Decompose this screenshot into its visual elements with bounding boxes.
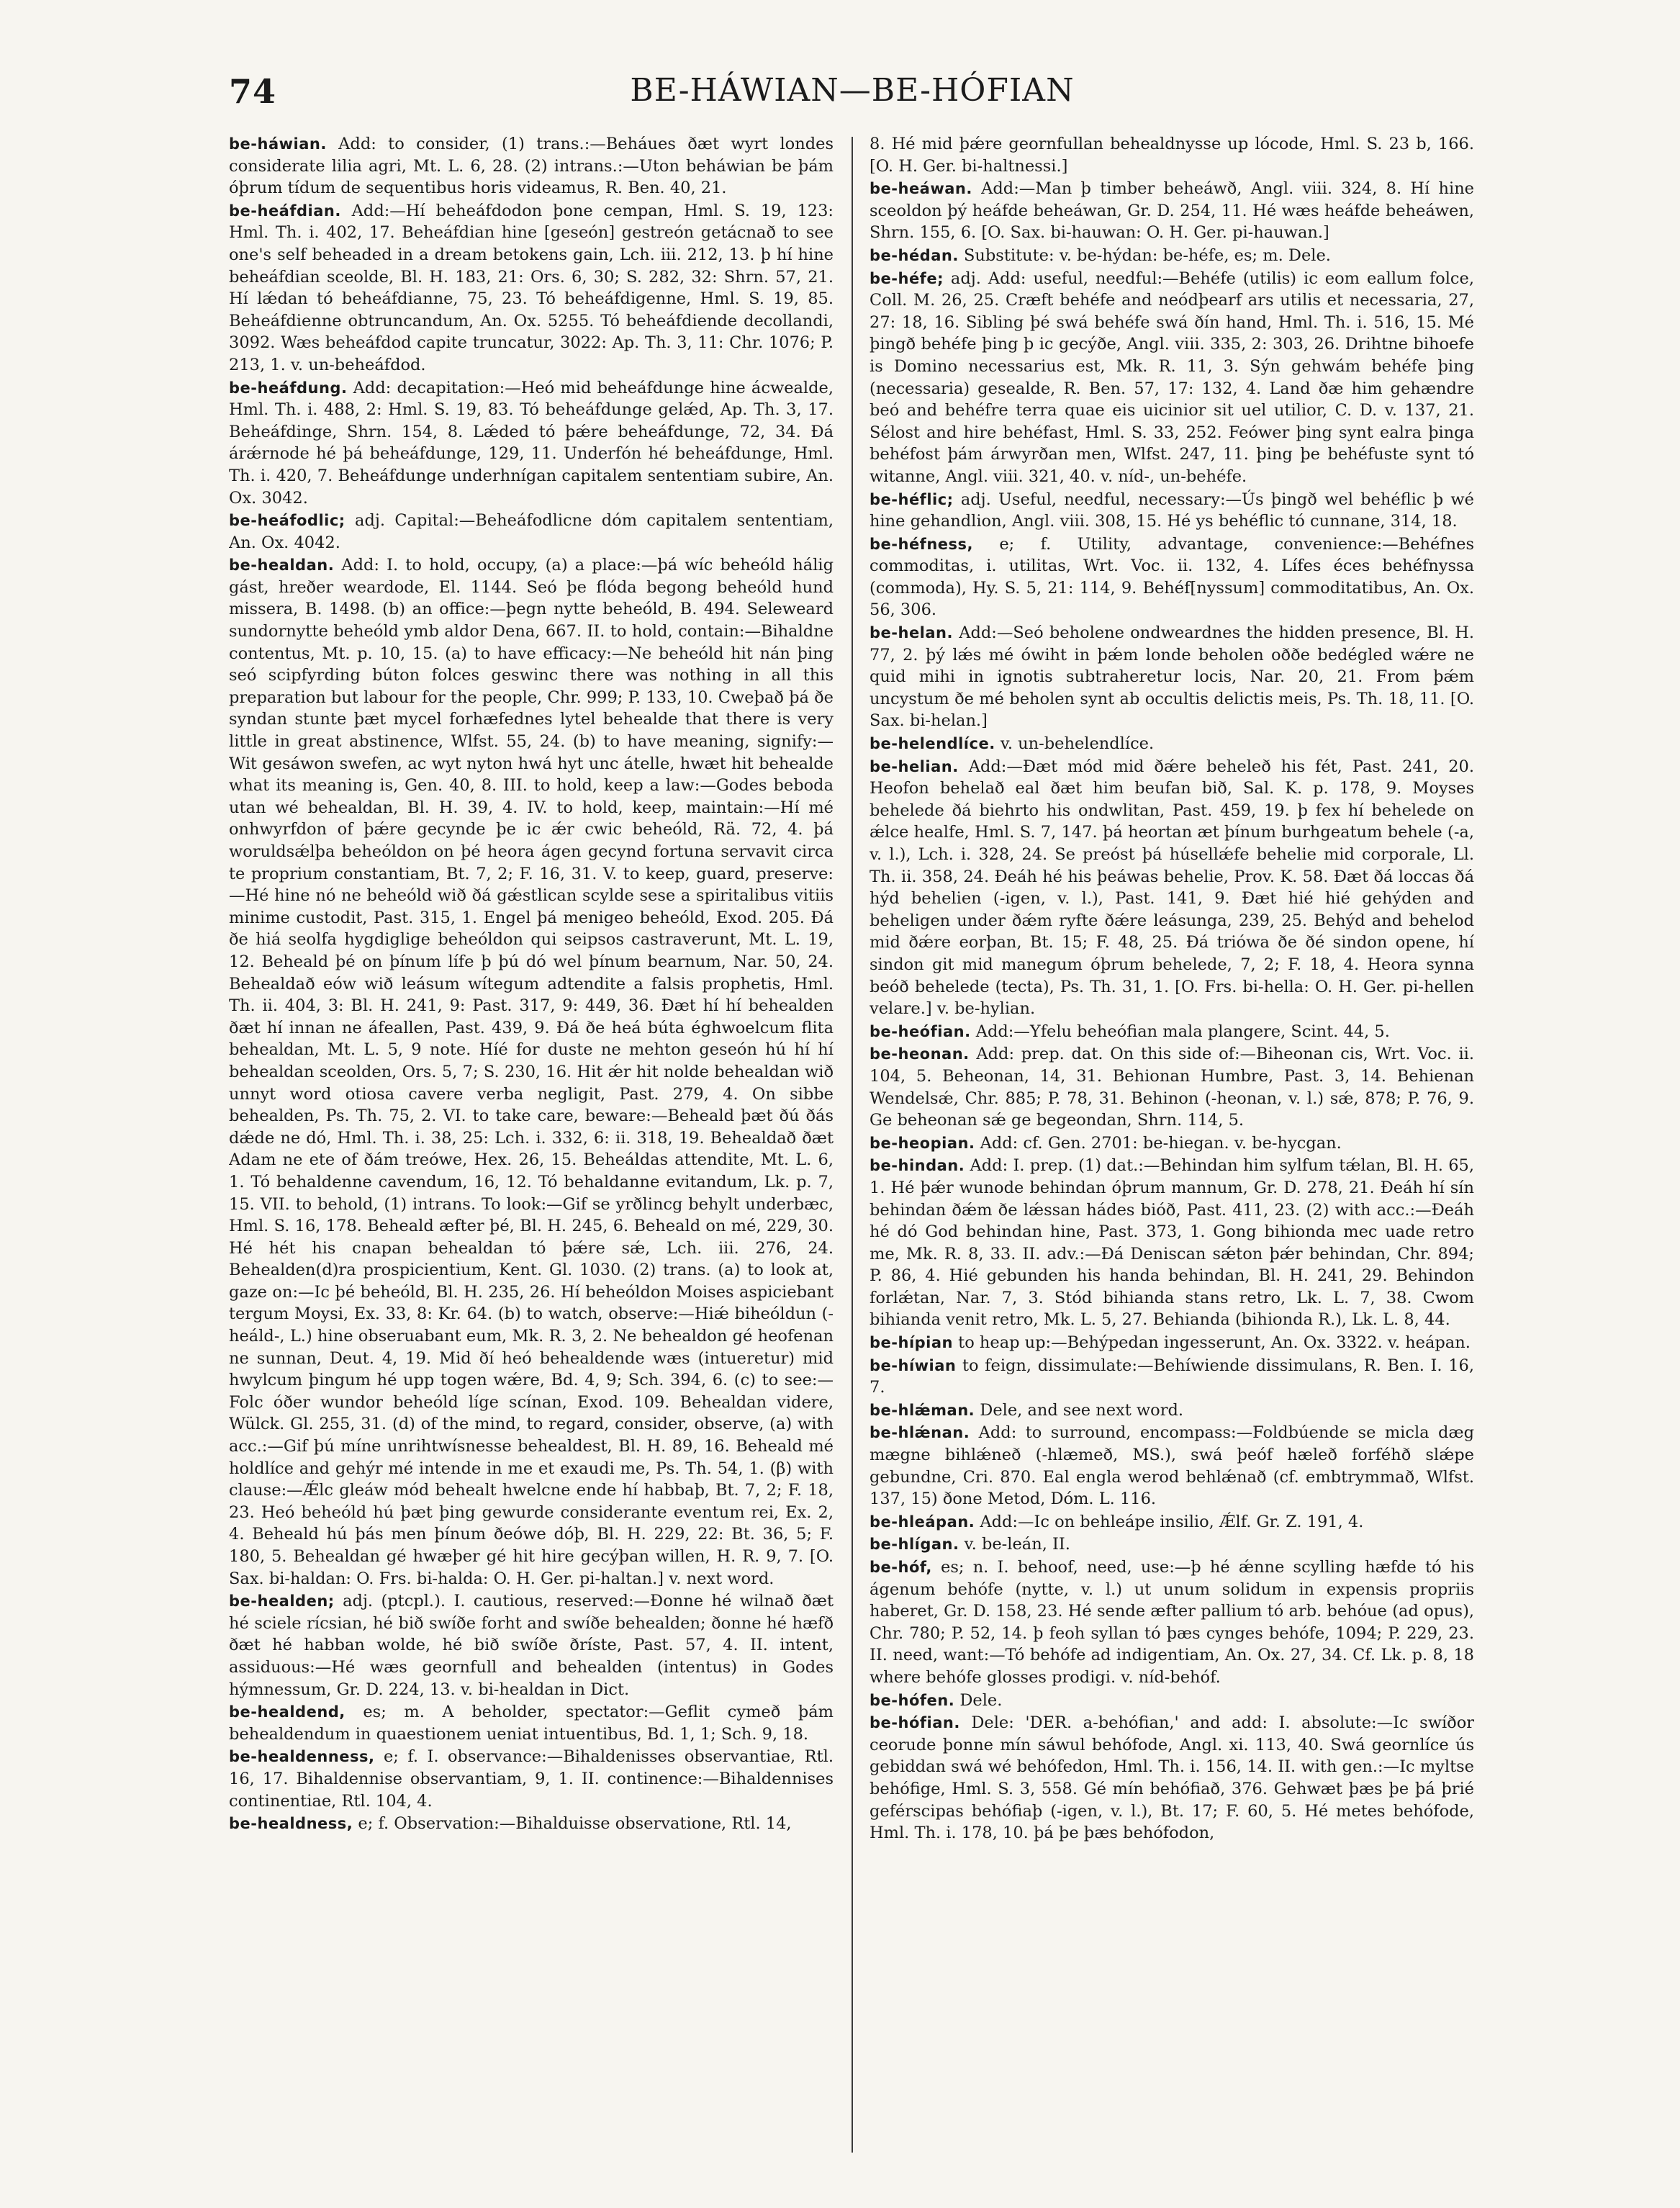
entry-headword: be-helian. bbox=[870, 757, 959, 775]
entry-text: Dele: 'DER. a-behófian,' and add: I. absolute:—Ic swíðor ceorude þonne mín sáwul behófode, Angl. xi. 113, 40. Swá geornlíce ús gebiddan swá wé behófedon, Hml. Th. i. 156, 14. II. with gen.:—Ic myltse behófige, Hml. S. 3, 558. Gé mín behófiað, 376. Gehwæt þæs þe þá þrié geférscipas behófiaþ (-igen, v. l.), Bt. 17; F. 60, 5. Hé metes behófode, Hml. Th. i. 178, 10. þá þe þæs behófodon, bbox=[870, 1713, 1474, 1843]
dictionary-entry bbox=[870, 1400, 1474, 1422]
dictionary-entry bbox=[870, 1690, 1474, 1712]
page-number: 74 bbox=[229, 72, 277, 111]
entry-headword: be-healdenness, bbox=[229, 1748, 375, 1766]
dictionary-entry bbox=[870, 533, 1474, 621]
dictionary-entry bbox=[870, 1021, 1474, 1043]
entry-headword: be-hleápan. bbox=[870, 1513, 975, 1531]
page-header bbox=[229, 72, 1476, 122]
entry-headword: be-hlǽman. bbox=[870, 1401, 975, 1419]
dictionary-entry bbox=[229, 1590, 834, 1700]
entry-headword: be-heáfdung. bbox=[229, 379, 348, 397]
entry-headword: be-heonan. bbox=[870, 1045, 970, 1063]
dictionary-entry bbox=[229, 554, 834, 1590]
right-column bbox=[870, 133, 1474, 2156]
dictionary-entry bbox=[229, 1813, 834, 1835]
entry-headword: be-hófian. bbox=[870, 1714, 960, 1732]
entry-text: adj. (ptcpl.). I. cautious, reserved:—Ðonne hé wilnað ðæt hé sciele rícsian, hé bið swíðe forht and swíðe behealden; ðonne hé hæfð ðæt hé habban wolde, hé bið swíðe ðríste, Past. 57, 4. II. intent, assiduous:—Hé wæs geornfull and behealden (intentus) in Godes hýmnessum, Gr. D. 224, 13. v. bi-healdan in Dict. bbox=[229, 1592, 834, 1699]
running-title: BE-HÁWIAN—BE-HÓFIAN bbox=[630, 72, 1075, 109]
dictionary-entry bbox=[229, 1701, 834, 1745]
dictionary-entry bbox=[870, 245, 1474, 267]
entry-text: e; f. I. observance:—Bihaldenisses observantiae, Rtl. 16, 17. Bihaldennise observantiam, 9, 1. II. continence:—Bihaldennises continentiae, Rtl. 104, 4. bbox=[229, 1747, 834, 1811]
dictionary-entry bbox=[870, 1712, 1474, 1844]
entry-headword: be-hóf, bbox=[870, 1559, 932, 1576]
entry-text: Add:—Ic on behleápe insilio, Ǽlf. Gr. Z. 191, 4. bbox=[975, 1512, 1364, 1531]
dictionary-entry bbox=[870, 1155, 1474, 1331]
entry-text: to heap up:—Behýpedan ingesserunt, An. Ox. 3322. v. heápan. bbox=[953, 1333, 1471, 1353]
dictionary-entry bbox=[870, 1332, 1474, 1354]
entry-text: Substitute: v. be-hýdan: be-héfe, es; m. Dele. bbox=[958, 245, 1331, 265]
entry-text: es; m. A beholder, spectator:—Geflit cymeð þám behealdendum in quaestionem ueniat intuentibus, Bd. 1, 1; Sch. 9, 18. bbox=[229, 1703, 834, 1744]
entry-text: to feign, dissimulate:—Behíwiende dissimulans, R. Ben. I. 16, 7. bbox=[870, 1356, 1474, 1397]
entry-headword: be-hlǽnan. bbox=[870, 1424, 970, 1442]
entry-headword: be-heáwan. bbox=[870, 180, 972, 198]
entry-headword: be-helendlíce. bbox=[870, 735, 995, 753]
dictionary-entry bbox=[870, 1422, 1474, 1510]
entry-text: v. be-leán, II. bbox=[959, 1535, 1070, 1554]
entry-headword: be-healdan. bbox=[229, 556, 335, 574]
dictionary-entry bbox=[870, 1355, 1474, 1399]
dictionary-entry bbox=[870, 756, 1474, 1020]
entry-headword: be-háwian. bbox=[229, 135, 327, 153]
dictionary-entry bbox=[870, 1043, 1474, 1131]
dictionary-entry bbox=[229, 133, 834, 199]
entry-headword: be-heófian. bbox=[870, 1022, 971, 1040]
dictionary-entry bbox=[229, 200, 834, 377]
entry-text: Add: decapitation:—Heó mid beheáfdunge hine ácwealde, Hml. Th. i. 488, 2: Hml. S. 19, 83. Tó beheáfdunge gelǽd, Ap. Th. 3, 17. Beheáfdinge, Shrn. 154, 8. Lǽded tó þǽre beheáfdunge, 72, 34. Ðá árǽrnode hé þá beheáfdunge, 129, 11. Underfón hé beheáfdunge, Hml. Th. i. 420, 7. Beheáfdunge underhnígan capitalem sententiam subire, An. Ox. 3042. bbox=[229, 378, 834, 508]
entry-text: Add: prep. dat. On this side of:—Biheonan cis, Wrt. Voc. ii. 104, 5. Beheonan, 14, 31. Behionan Humbre, Past. 3, 14. Behienan Wendelsǽ, Chr. 885; P. 78, 31. Behinon (-heonan, v. l.) sǽ, 878; P. 76, 9. Ge beheonan sǽ ge begeondan, Shrn. 114, 5. bbox=[870, 1045, 1474, 1130]
entry-text: adj. Capital:—Beheáfodlicne dóm capitalem sententiam, An. Ox. 4042. bbox=[229, 511, 834, 552]
entry-headword: be-héfe; bbox=[870, 269, 944, 287]
entry-text: es; n. I. behoof, need, use:—þ hé ǽnne scylling hæfde tó his ágenum behófe (nytte, v. l.) ut unum solidum in expensis propriis haberet, Gr. D. 158, 23. Hé sende æfter pallium tó arb. behóue (ad opus), Chr. 780; P. 52, 14. þ feoh syllan tó þæs cynges behófe, 1094; P. 229, 23. II. need, want:—Tó behófe ad indigentiam, An. Ox. 27, 34. Cf. Lk. p. 8, 18 where behófe glosses prodigi. v. níd-behóf. bbox=[870, 1558, 1474, 1687]
entry-headword: be-helan. bbox=[870, 624, 953, 642]
dictionary-entry bbox=[870, 489, 1474, 533]
dictionary-entry bbox=[870, 1533, 1474, 1556]
entry-headword: be-healdend, bbox=[229, 1703, 346, 1721]
entry-headword: be-hípian bbox=[870, 1334, 953, 1352]
entry-text: Add:—Yfelu beheófian mala plangere, Scint. 44, 5. bbox=[970, 1022, 1390, 1041]
entry-text: e; f. Utility, advantage, convenience:—Behéfnes commoditas, i. utilitas, Wrt. Voc. ii. 132, 4. Lífes éces behéfnyssa (commoda), Hy. S. 5, 21: 114, 9. Behéf[nyssum] commoditatibus, An. Ox. 56, 306. bbox=[870, 534, 1474, 620]
entry-text: adj. Add: useful, needful:—Behéfe (utilis) ic eom eallum folce, Coll. M. 26, 25. Cræft behéfe and neódþearf ars utilis et necessaria, 27, 27: 18, 16. Sibling þé swá behéfe swá ðín hand, Hml. Th. i. 516, 15. Mé þingð behéfe þing þ ic gecýðe, Angl. viii. 335, 2: 303, 26. Drihtne bihoefe is Domino necessarius est, Mk. R. 11, 3. Sýn gehwám behéfe þing (necessaria) gesealde, R. Ben. 57, 17: 132, 4. Land ðæ him gehændre beó and behéfre terra quae eis uicinior sit uel utilior, C. D. v. 137, 21. Sélost and hire behéfast, Hml. S. 33, 252. Feówer þing synt ealra þinga behéfost þám árwyrðan men, Wlfst. 247, 11. þing þe behéfuste synt tó witanne, Angl. viii. 321, 40. v. níd-, un-behéfe. bbox=[870, 269, 1474, 486]
dictionary-entry bbox=[870, 1132, 1474, 1155]
entry-headword: be-heáfdian. bbox=[229, 202, 341, 220]
dictionary-entry bbox=[229, 1746, 834, 1812]
entry-headword: be-heáfodlic; bbox=[229, 512, 346, 530]
entry-text: Add:—Ðæt mód mid ðǽre beheleð his fét, Past. 241, 20. Heofon behelað eal ðæt him beufan bið, Sal. K. p. 178, 9. Moyses behelede ðá biehrto his ondwlitan, Past. 459, 19. þ fex hí behelede on ǽlce healfe, Hml. S. 7, 147. þá heortan æt þínum burhgeatum behele (-a, v. l.), Lch. i. 328, 24. Se preóst þá húsellǽfe behelie mid corporale, Ll. Th. ii. 358, 24. Ðeáh hé his þeáwas behelie, Prov. K. 58. Ðæt ðá loccas ðá hýd behelien (-igen, v. l.), Past. 141, 9. Ðæt hié hié gehýden and beheligen under ðǽm ryfte ðǽre leásunga, 239, 25. Behýd and behelod mid ðǽre eorþan, Bt. 15; F. 48, 25. Ðá triówa ðe ðé sindon opene, hí sindon git mid manegum óþrum behelede, 7, 2; F. 18, 4. Heora synna beóð behelede (tecta), Ps. Th. 31, 1. [O. Frs. bi-hella: O. H. Ger. pi-hellen velare.] v. be-hylian. bbox=[870, 757, 1474, 1019]
entry-headword: be-healdness, bbox=[229, 1815, 353, 1833]
entry-text: e; f. Observation:—Bihalduisse observatione, Rtl. 14, bbox=[353, 1814, 792, 1834]
entry-headword: be-híwian bbox=[870, 1356, 957, 1374]
entry-headword: be-hindan. bbox=[870, 1157, 965, 1175]
entry-headword: be-healden; bbox=[229, 1592, 335, 1610]
dictionary-entry bbox=[870, 1556, 1474, 1689]
entry-text: Dele. bbox=[954, 1690, 1003, 1710]
dictionary-entry bbox=[870, 268, 1474, 488]
entry-headword: be-heopian. bbox=[870, 1134, 975, 1152]
entry-text: Add:—Hí beheáfdodon þone cempan, Hml. S. 19, 123: Hml. Th. i. 402, 17. Beheáfdian hine [geseón] gestreón getácnað to see one's self beheaded in a dream betokens gain, Lch. iii. 212, 13. þ hí hine beheáfdian sceolde, Bl. H. 183, 21: Ors. 6, 30; S. 282, 32: Shrn. 57, 21. Hí lǽdan tó beheáfdianne, 75, 23. Tó beheáfdigenne, Hml. S. 19, 85. Beheáfdienne obtruncandum, An. Ox. 5255. Tó beheáfdiende decollandi, 3092. Wæs beheáfdod capite truncatur, 3022: Ap. Th. 3, 11: Chr. 1076; P. 213, 1. v. un-beheáfdod. bbox=[229, 201, 834, 374]
entry-headword: be-héfness, bbox=[870, 535, 973, 553]
dictionary-entry bbox=[870, 133, 1474, 177]
entry-text: Add: I. to hold, occupy, (a) a place:—þá wíc beheóld hálig gást, hreðer weardode, El. 1144. Seó þe flóda begong beheóld hund missera, B. 1498. (b) an office:—þegn nytte beheóld, B. 494. Seleweard sundornytte beheóld ymb aldor Dena, 667. II. to hold, contain:—Bihaldne contentus, Mt. p. 10, 15. (a) to have efficacy:—Ne beheóld hit nán þing seó scipfyrding búton folces geswinc there was nothing in all this preparation but labour for the people, Chr. 999; P. 133, 10. Cweþað þá ðe syndan stunte þæt mycel forhæfednes lytel behealde that there is very little in great abstinence, Wlfst. 55, 24. (b) to have meaning, signify:—Wit gesáwon swefen, ac wyt nyton hwá hyt unc átelle, hwæt hit behealde what its meaning is, Gen. 40, 8. III. to hold, keep a law:—Godes beboda utan wé behealdan, Bl. H. 39, 4. IV. to hold, keep, maintain:—Hí mé onhwyrfdon of þǽre gecynde þe ic ǽr cwic beheóld, Rä. 72, 4. þá woruldsǽlþa beheóldon on þé heora ágen gecynd fortuna servavit circa te proprium constantiam, Bt. 7, 2; F. 16, 31. V. to keep, guard, preserve:—Hé hine nó ne beheóld wið ðá gǽstlican scylde sese a spiritalibus vitiis minime custodit, Past. 315, 1. Engel þá menigeo beheóld, Exod. 205. Ðá ðe hiá seolfa hygdiglige beheóldon qui seipsos castraverunt, Mt. L. 19, 12. Beheald þé on þínum lífe þ þú dó wel þínum bearnum, Nar. 50, 24. Behealdað eów wið leásum wítegum adtendite a falsis prophetis, Hml. Th. ii. 404, 3: Bl. H. 241, 9: Past. 317, 9: 449, 36. Ðæt hí hí behealden ðæt hí innan ne áfeallen, Past. 439, 9. Ðá ðe heá búta éghwoelcum flita behealdan, Mt. L. 5, 9 note. Híé for duste ne mehton geseón hú hí hí behealdan sceolden, Ors. 5, 7; S. 230, 16. Hit ǽr hit nolde behealdan wið unnyt word otiosa cavere verba negligit, Past. 279, 4. On sibbe behealden, Ps. Th. 75, 2. VI. to take care, beware:—Beheald þæt ðú ðás dǽde ne dó, Hml. Th. i. 38, 25: Lch. i. 332, 6: ii. 318, 19. Behealdað ðæt Adam ne ete of ðám treówe, Hex. 26, 15. Beheáldas attendite, Mt. L. 6, 1. Tó behaldenne cavendum, 16, 12. Tó behaldanne evitandum, Lk. p. 7, 15. VII. to behold, (1) intrans. To look:—Gif se yrðlincg behylt underbæc, Hml. S. 16, 178. Beheald æfter þé, Bl. H. 245, 6. Beheald on mé, 229, 30. Hé hét his cnapan behealdan tó þǽre sǽ, Lch. iii. 276, 24. Behealden(d)ra prospicientium, Kent. Gl. 1030. (2) trans. (a) to look at, gaze on:—Ic þé beheóld, Bl. H. 235, 26. Hí beheóldon Moises aspiciebant tergum Moysi, Ex. 33, 8: Kr. 64. (b) to watch, observe:—Hiǽ biheóldun (-heáld-, L.) hine obseruabant eum, Mk. R. 3, 2. Ne behealdon gé heofenan ne sunnan, Deut. 4, 19. Mid ðí heó behealdende wæs (intueretur) mid hwylcum þingum hé upp togen wǽre, Bd. 4, 9; Sch. 394, 6. (c) to see:—Folc óðer wundor beheóld líge scínan, Exod. 109. Behealdan videre, Wülck. Gl. 255, 31. (d) of the mind, to regard, consider, observe, (a) with acc.:—Gif þú míne unrihtwísnesse behealdest, Bl. H. 89, 16. Beheald mé holdlíce and gehýr mé intende in me et exaudi me, Ps. Th. 54, 1. (β) with clause:—Ǽlc gleáw mód behealt hwelcne ende hí habbaþ, Bt. 7, 2; F. 18, 23. Heó beheóld hú þæt þing gewurde considerante eventum rei, Ex. 2, 4. Beheald hú þás men þínum ðeówe dóþ, Bl. H. 229, 22: Bt. 36, 5; F. 180, 5. Behealdan gé hwæþer gé hit hire gecýþan willen, H. R. 9, 7. [O. Sax. bi-haldan: O. Frs. bi-halda: O. H. Ger. pi-haltan.] v. next word. bbox=[229, 556, 834, 1588]
entry-text: Add:—Man þ timber beheáwð, Angl. viii. 324, 8. Hí hine sceoldon þý heáfde beheáwan, Gr. D. 254, 11. Hé wæs heáfde beheáwen, Shrn. 155, 6. [O. Sax. bi-hauwan: O. H. Ger. pi-hauwan.] bbox=[870, 179, 1474, 243]
dictionary-entry bbox=[870, 1511, 1474, 1533]
column-divider bbox=[852, 137, 853, 2153]
entry-text: adj. Useful, needful, necessary:—Ús þingð wel behéflic þ wé hine gehandlion, Angl. viii. 308, 15. Hé ys behéflic tó cunnane, 314, 18. bbox=[870, 490, 1474, 531]
entry-headword: be-héflic; bbox=[870, 490, 954, 508]
left-column bbox=[229, 133, 834, 2156]
entry-text: 8. Hé mid þǽre geornfullan behealdnysse up lócode, Hml. S. 23 b, 166. [O. H. Ger. bi-haltnessi.] bbox=[870, 135, 1474, 176]
dictionary-entry bbox=[870, 178, 1474, 244]
entry-headword: be-hófen. bbox=[870, 1691, 955, 1709]
dictionary-entry bbox=[229, 377, 834, 510]
entry-text: Add:—Seó beholene ondweardnes the hidden presence, Bl. H. 77, 2. þý lǽs mé ówiht in þǽm londe beholen oððe bedégled wǽre ne quid mihi in ignotis subtraheretur locis, Nar. 20, 21. From þǽm uncystum ðe mé beholen synt ab occultis delictis meis, Ps. Th. 18, 11. [O. Sax. bi-helan.] bbox=[870, 623, 1474, 731]
entry-text: Add: I. prep. (1) dat.:—Behindan him sylfum tǽlan, Bl. H. 65, 1. Hé þǽr wunode behindan óþrum mannum, Gr. D. 278, 21. Ðeáh hí sín behindan ðǽm ðe lǽssan hádes bióð, Past. 411, 23. (2) with acc.:—Ðeáh hé dó God behindan hine, Past. 373, 1. Gong bihionda mec uade retro me, Mk. R. 8, 33. II. adv.:—Ðá Deniscan sǽton þǽr behindan, Chr. 894; P. 86, 4. Hié gebunden his handa behindan, Bl. H. 241, 29. Behindon forlǽtan, Nar. 7, 3. Stód bihianda stans retro, Lk. L. 7, 38. Cwom bihianda venit retro, Mk. L. 5, 27. Behianda (bihionda R.), Lk. L. 8, 44. bbox=[870, 1156, 1474, 1330]
entry-text: Add: to consider, (1) trans.:—Beháues ðæt wyrt londes considerate lilia agri, Mt. L. 6, 28. (2) intrans.:—Uton beháwian be þám óþrum tídum de sequentibus horis videamus, R. Ben. 40, 21. bbox=[229, 135, 834, 198]
entry-headword: be-hlígan. bbox=[870, 1536, 959, 1554]
entry-text: Dele, and see next word. bbox=[975, 1400, 1184, 1420]
dictionary-entry bbox=[870, 622, 1474, 732]
dictionary-entry bbox=[870, 733, 1474, 755]
entry-text: v. un-behelendlíce. bbox=[995, 734, 1155, 754]
entry-text: Add: to surround, encompass:—Foldbúende se micla dæg mægne bihlǽneð (-hlæmeð, MS.), swá þeóf hæleð forféhð slǽpe gebundne, Cri. 870. Eal engla werod behlǽnað (cf. embtrymmað, Wlfst. 137, 15) ðone Metod, Dóm. L. 116. bbox=[870, 1423, 1474, 1509]
dictionary-entry bbox=[229, 510, 834, 554]
entry-headword: be-hédan. bbox=[870, 246, 959, 264]
entry-text: Add: cf. Gen. 2701: be-hiegan. v. be-hycgan. bbox=[975, 1133, 1342, 1153]
